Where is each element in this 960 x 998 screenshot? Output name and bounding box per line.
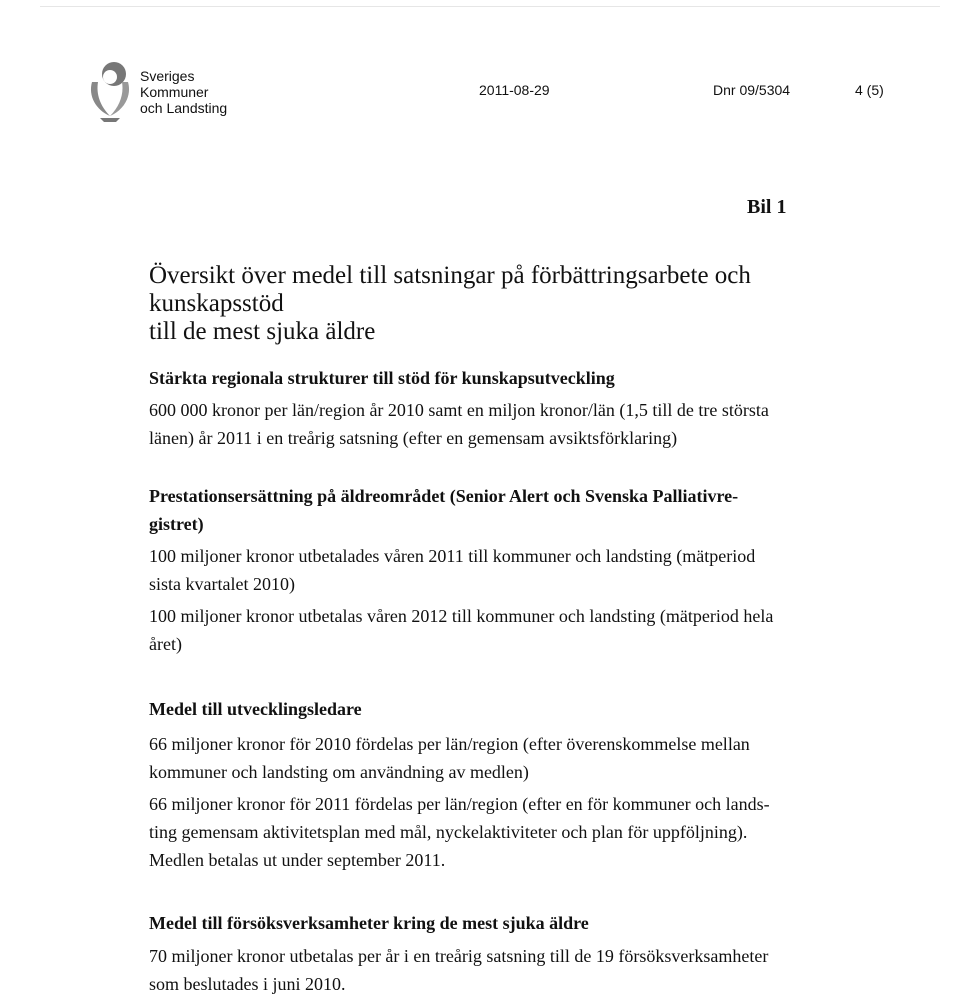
document-date: 2011-08-29 — [479, 82, 550, 98]
section-heading — [149, 909, 849, 937]
top-rule — [40, 6, 940, 7]
heading-line: Medel till försöksverksamheter kring de mest sjuka äldre — [149, 913, 589, 933]
section-heading — [149, 695, 849, 723]
paragraph-line: sista kvartalet 2010) — [149, 574, 295, 594]
section-paragraph — [149, 730, 849, 786]
page-number: 4 (5) — [855, 82, 884, 98]
paragraph-line: 66 miljoner kronor för 2011 fördelas per län/region (efter en för kommuner och lands- — [149, 794, 770, 814]
heading-line: Stärkta regionala strukturer till stöd för kunskapsutveckling — [149, 368, 615, 388]
heading-line: Prestationsersättning på äldreområdet (Senior Alert och Svenska Palliativre- — [149, 486, 739, 506]
title-line: till de mest sjuka äldre — [149, 318, 376, 345]
section-heading — [149, 364, 849, 392]
paragraph-line: 100 miljoner kronor utbetalades våren 2011 till kommuner och landsting (mätperiod — [149, 546, 756, 566]
heading-line: gistret) — [149, 514, 204, 534]
section-paragraph — [149, 396, 849, 452]
page-title — [149, 262, 869, 346]
paragraph-line: Medlen betalas ut under september 2011. — [149, 850, 446, 870]
org-line: Sveriges — [140, 68, 195, 84]
document-number: Dnr 09/5304 — [713, 82, 791, 98]
section-heading — [149, 482, 849, 538]
org-line: Kommuner — [140, 84, 209, 100]
heading-line: Medel till utvecklingsledare — [149, 699, 362, 719]
paragraph-line: 66 miljoner kronor för 2010 fördelas per län/region (efter överenskommelse mellan — [149, 734, 750, 754]
paragraph-line: som beslutades i juni 2010. — [149, 974, 346, 994]
section-paragraph — [149, 790, 849, 874]
skl-logo-icon — [86, 60, 134, 124]
paragraph-line: året) — [149, 634, 182, 654]
paragraph-line: länen) år 2011 i en treårig satsning (efter en gemensam avsiktsförklaring) — [149, 428, 678, 448]
paragraph-line: 70 miljoner kronor utbetalas per år i en treårig satsning till de 19 försöksverksamheter — [149, 946, 769, 966]
section-paragraph — [149, 602, 849, 658]
org-line: och Landsting — [140, 100, 228, 116]
attachment-label: Bil 1 — [747, 196, 787, 218]
paragraph-line: kommuner och landsting om användning av medlen) — [149, 762, 529, 782]
paragraph-line: ting gemensam aktivitetsplan med mål, nyckelaktiviteter och plan för uppföljning). — [149, 822, 748, 842]
section-paragraph — [149, 542, 849, 598]
paragraph-line: 100 miljoner kronor utbetalas våren 2012 till kommuner och landsting (mätperiod hela — [149, 606, 774, 626]
paragraph-line: 600 000 kronor per län/region år 2010 samt en miljon kronor/län (1,5 till de tre största — [149, 400, 769, 420]
title-line: Översikt över medel till satsningar på förbättringsarbete och kunskapsstöd — [149, 262, 751, 317]
organization-name — [140, 68, 227, 116]
section-paragraph — [149, 942, 849, 998]
